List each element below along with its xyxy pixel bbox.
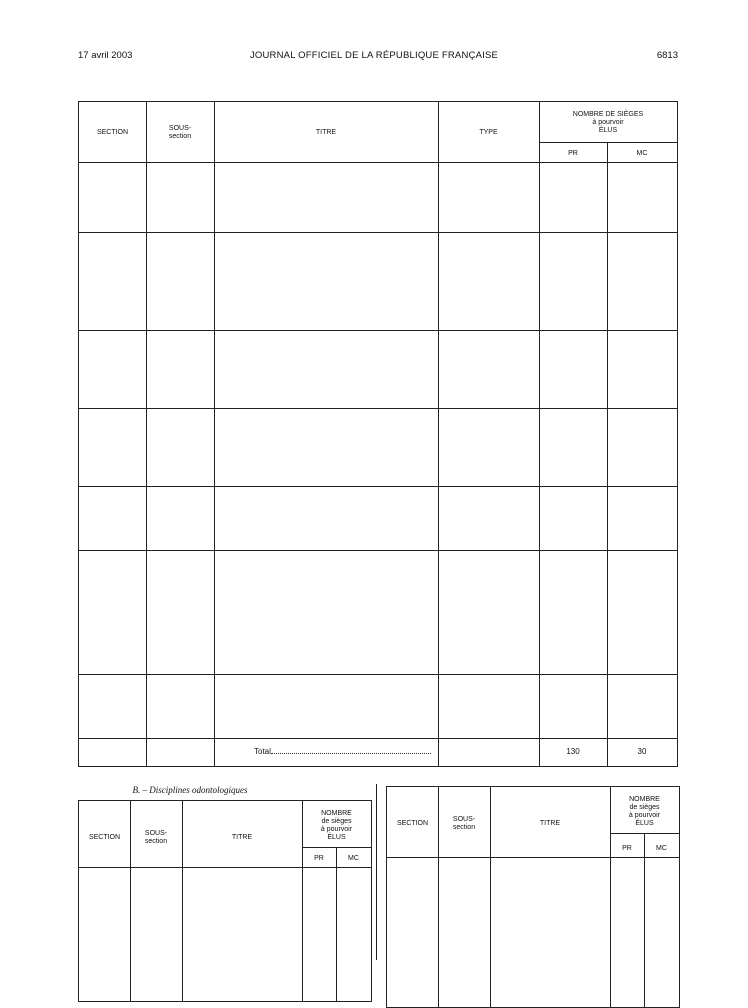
header-titre: TITRE [315, 129, 337, 136]
right-header-sous-line2: section [452, 824, 476, 831]
right-header-nombre-line3: à pourvoir [628, 812, 661, 819]
main-table [78, 101, 678, 767]
right-header-section: SECTION [396, 820, 429, 827]
left-header-sous [130, 830, 182, 846]
header-nombre-line1: NOMBRE DE SIÈGES [572, 111, 644, 118]
total-label: Total [254, 747, 271, 756]
header-nombre [539, 111, 677, 135]
left-header-nombre-line3: à pourvoir [320, 826, 353, 833]
right-header-nombre-line4: ÉLUS [635, 820, 654, 827]
header-pr: PR [568, 150, 578, 157]
right-header-sous-line1: SOUS- [452, 816, 476, 823]
total-pr: 130 [566, 747, 580, 756]
header-nombre-line2: à pourvoir [592, 119, 624, 126]
right-header-nombre-line2: de sièges [629, 804, 660, 811]
left-header-nombre [302, 810, 371, 842]
header-nombre-line3: ÉLUS [598, 127, 618, 134]
header-type: TYPE [479, 129, 498, 136]
header-sous-line2: section [168, 133, 192, 140]
left-header-nombre-line2: de sièges [321, 818, 352, 825]
left-table [78, 800, 372, 1002]
header-sous-line1: SOUS- [168, 125, 192, 132]
header-section: SECTION [96, 129, 129, 136]
left-header-sous-line1: SOUS- [144, 830, 168, 837]
right-table [386, 786, 680, 1008]
total-mc: 30 [637, 747, 647, 756]
column-separator [376, 784, 377, 960]
header-sous [146, 125, 214, 141]
left-header-sous-line2: section [144, 838, 168, 845]
left-header-nombre-line1: NOMBRE [321, 810, 352, 817]
left-header-section: SECTION [88, 834, 121, 841]
right-header-nombre [610, 796, 679, 828]
page-date: 17 avril 2003 [78, 50, 133, 61]
right-header-mc: MC [656, 845, 667, 852]
left-header-pr: PR [314, 855, 324, 862]
total-row [254, 746, 431, 757]
right-header-pr: PR [622, 845, 632, 852]
right-header-titre: TITRE [539, 820, 561, 827]
header-mc: MC [636, 150, 648, 157]
left-header-mc: MC [348, 855, 359, 862]
left-header-nombre-line4: ÉLUS [327, 834, 346, 841]
journal-title: JOURNAL OFFICIEL DE LA RÉPUBLIQUE FRANÇAISE [249, 50, 499, 61]
page-number: 6813 [656, 50, 678, 61]
right-header-nombre-line1: NOMBRE [629, 796, 660, 803]
left-header-titre: TITRE [231, 834, 253, 841]
subsection-title: B. – Disciplines odontologiques [132, 785, 248, 795]
right-header-sous [438, 816, 490, 832]
